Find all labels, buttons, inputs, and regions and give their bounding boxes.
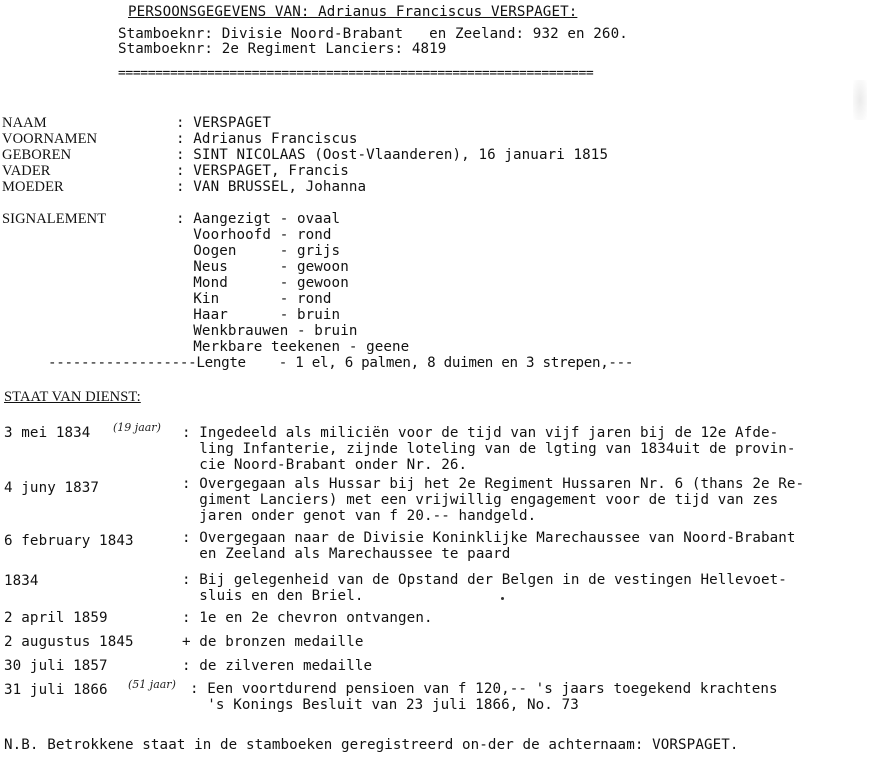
label-geboren: GEBOREN <box>2 147 72 163</box>
signalement-line: Oogen - grijs <box>176 243 341 259</box>
entry-line: ling Infanterie, zijnde loteling van de lgting van 1834uit de provin- <box>182 441 796 457</box>
label-vader: VADER <box>2 163 51 179</box>
signalement-line: Mond - gewoon <box>176 275 349 291</box>
double-rule: ================================================================ <box>118 66 594 81</box>
entry-line: jaren onder genot van f 20.-- handgeld. <box>182 508 537 524</box>
entry-date: 2 april 1859 <box>4 610 108 626</box>
handwritten-note: (51 jaar) <box>128 678 176 691</box>
entry-line: : Ingedeeld als miliciën voor de tijd van vijf jaren bij de 12e Afde- <box>182 425 779 441</box>
stamboek-line-2: Stamboeknr: 2e Regiment Lanciers: 4819 <box>118 41 447 57</box>
label-signalement: SIGNALEMENT <box>2 211 107 227</box>
value-geboren: : SINT NICOLAAS (Oost-Vlaanderen), 16 januari 1815 <box>176 147 609 163</box>
staat-heading: STAAT VAN DIENST: <box>4 389 141 405</box>
entry-date: 2 augustus 1845 <box>4 634 134 650</box>
value-moeder: : VAN BRUSSEL, Johanna <box>176 179 367 195</box>
signalement-line: Kin - rond <box>176 291 332 307</box>
signalement-line: Merkbare teekenen - geene <box>176 339 410 355</box>
entry-line: + de bronzen medaille <box>182 634 364 650</box>
entry-date: 30 juli 1857 <box>4 658 108 674</box>
entry-line: : Overgegaan naar de Divisie Koninklijke Marechaussee van Noord-Brabant <box>182 530 796 546</box>
entry-line: giment Lanciers) met een vrijwillig engagement voor de tijd van zes <box>182 492 779 508</box>
signalement-line: Voorhoofd - rond <box>176 227 332 243</box>
entry-date: 1834 <box>4 573 39 589</box>
document-title: PERSOONSGEGEVENS VAN: Adrianus Franciscus VERSPAGET: <box>128 4 578 20</box>
entry-line: 's Konings Besluit van 23 juli 1866, No. 73 <box>190 697 579 713</box>
label-voornamen: VOORNAMEN <box>2 131 98 147</box>
handwritten-note: (19 jaar) <box>113 421 161 434</box>
entry-line: : Een voortdurend pensioen van f 120,-- 's jaars toegekend krachtens <box>190 681 778 697</box>
signalement-line: Wenkbrauwen - bruin <box>176 323 358 339</box>
value-vader: : VERSPAGET, Francis <box>176 163 349 179</box>
stamboek-line-1: Stamboeknr: Divisie Noord-Brabant en Zeeland: 932 en 260. <box>118 26 628 42</box>
signalement-line: Haar - bruin <box>176 307 341 323</box>
value-naam: : VERSPAGET <box>176 115 272 131</box>
entry-date: 31 juli 1866 <box>4 682 108 698</box>
entry-line: : Bij gelegenheid van de Opstand der Belgen in de vestingen Hellevoet- <box>182 572 787 588</box>
label-moeder: MOEDER <box>2 179 64 195</box>
nb-note: N.B. Betrokkene staat in de stamboeken geregistreerd on-der de achternaam: VORSPAGET. <box>4 737 739 753</box>
entry-line: : de zilveren medaille <box>182 658 373 674</box>
entry-line: : 1e en 2e chevron ontvangen. <box>182 610 433 626</box>
signalement-line: Neus - gewoon <box>176 259 349 275</box>
entry-line: cie Noord-Brabant onder Nr. 26. <box>182 457 468 473</box>
entry-line: sluis en den Briel. <box>182 588 364 604</box>
entry-date: 6 february 1843 <box>4 533 134 549</box>
ink-dot <box>501 597 504 600</box>
entry-line: en Zeeland als Marechaussee te paard <box>182 546 511 562</box>
scan-speck <box>853 80 867 120</box>
signalement-line: : Aangezigt - ovaal <box>176 211 341 227</box>
entry-line: : Overgegaan als Hussar bij het 2e Regiment Hussaren Nr. 6 (thans 2e Re- <box>182 476 805 492</box>
label-naam: NAAM <box>2 115 47 131</box>
value-voornamen: : Adrianus Franciscus <box>176 131 358 147</box>
entry-date: 4 juny 1837 <box>4 480 100 496</box>
entry-date: 3 mei 1834 <box>4 425 91 441</box>
lengte-line: ------------------Lengte - 1 el, 6 palmen, 8 duimen en 3 strepen,--- <box>48 355 634 371</box>
